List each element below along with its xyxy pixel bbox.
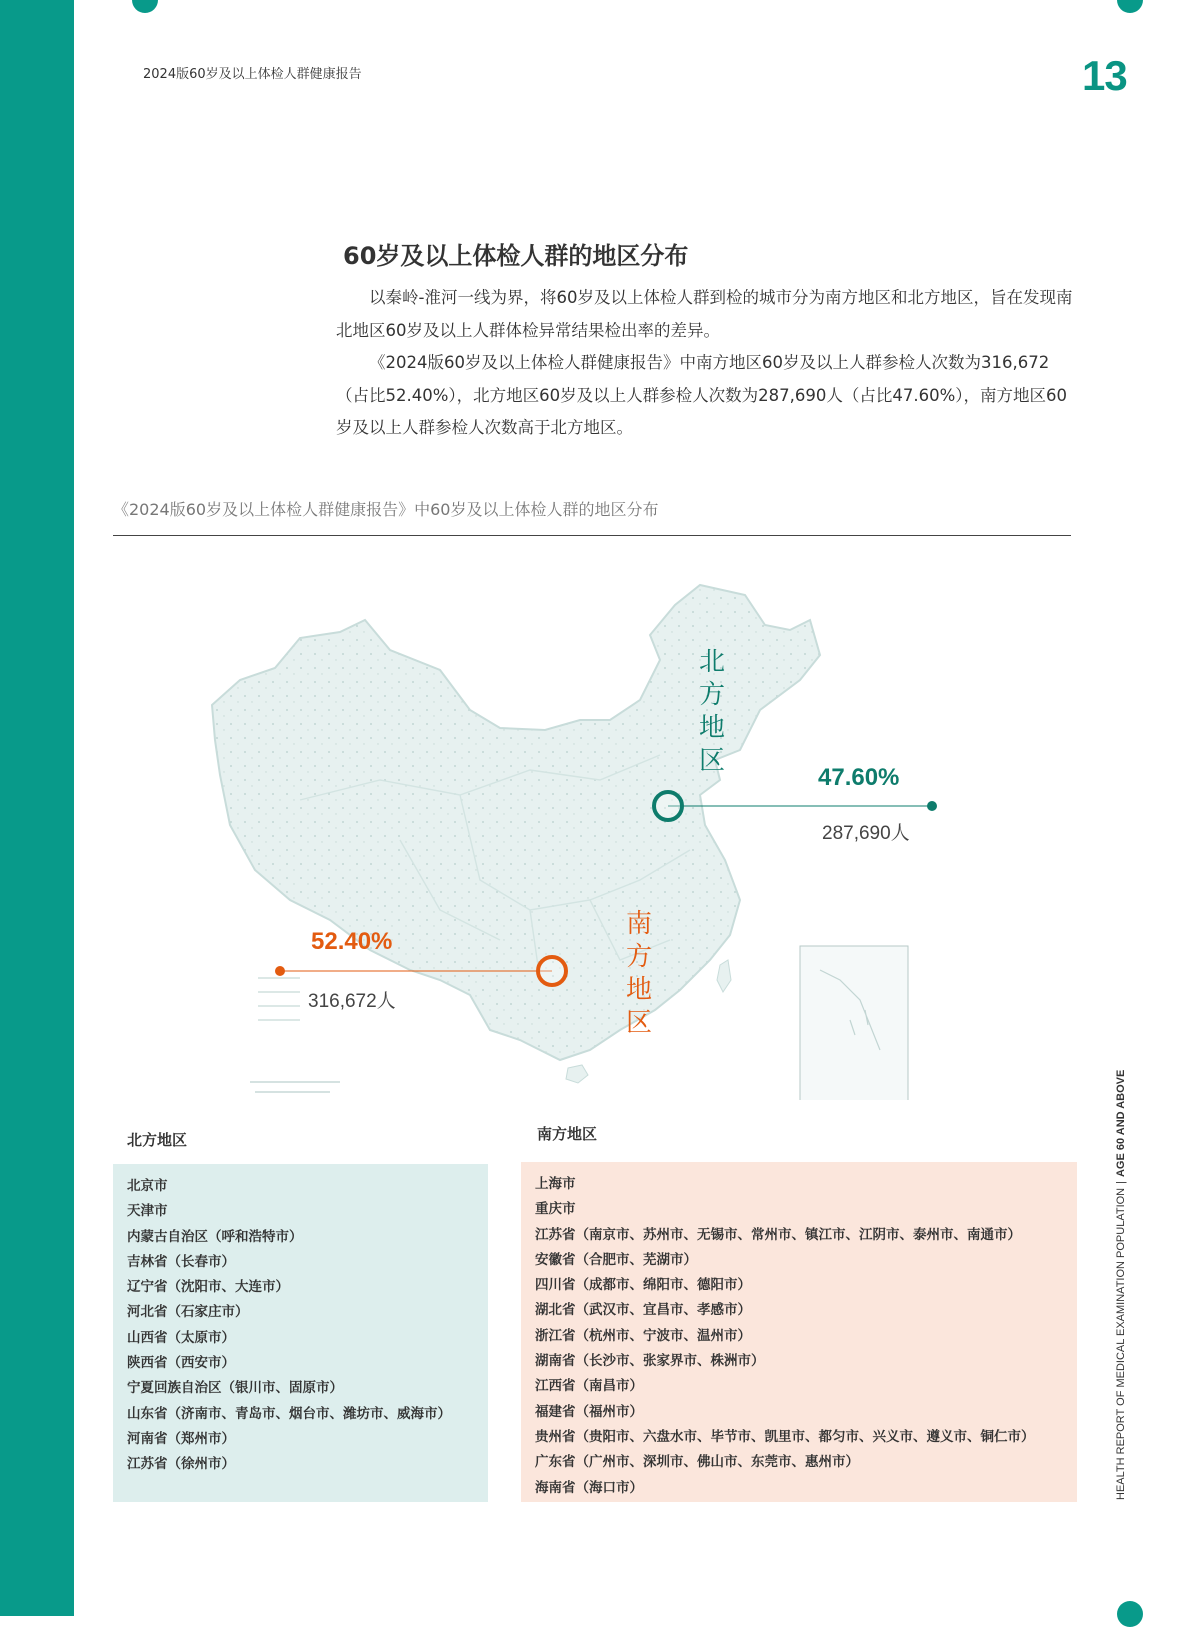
list-item: 河南省（郑州市） [127,1430,235,1447]
section-title: 60岁及以上体检人群的地区分布 [343,242,689,270]
list-item: 山东省（济南市、青岛市、烟台市、潍坊市、威海市） [127,1405,451,1422]
list-item: 四川省（成都市、绵阳市、德阳市） [535,1277,751,1294]
list-item: 江苏省（徐州市） [127,1456,235,1473]
list-item: 江苏省（南京市、苏州市、无锡市、常州市、镇江市、江阴市、泰州市、南通市） [535,1226,1021,1243]
side-caption-light: HEALTH REPORT OF MEDICAL EXAMINATION POPULATION [1115,1187,1127,1500]
list-item: 山西省（太原市） [127,1329,235,1346]
map-mainland-shape [212,585,820,1060]
south-list-title: 南方地区 [537,1125,598,1143]
list-item: 浙江省（杭州市、宁波市、温州市） [535,1327,751,1344]
north-marker-dot [927,801,937,811]
list-item: 重庆市 [535,1201,576,1218]
north-marker-ring [654,792,682,820]
south-city-list [521,1162,1077,1502]
map-approval-note [250,1082,340,1092]
body-text [336,282,1081,445]
body-paragraph: 以秦岭-淮河一线为界，将60岁及以上体检人群到检的城市分为南方地区和北方地区，旨在发现南北地区60岁及以上人群体检异常结果检出率的差异。 [336,288,1073,340]
south-marker-dot [275,966,285,976]
list-item: 江西省（南昌市） [535,1378,643,1395]
north-city-list [113,1164,488,1502]
taiwan-island [717,960,731,992]
corner-dot-top-right [1117,0,1143,13]
list-item: 河北省（石家庄市） [127,1304,249,1321]
body-paragraph: 《2024版60岁及以上体检人群健康报告》中南方地区60岁及以上人群参检人次数为316,672（占比52.40%），北方地区60岁及以上人群参检人次数为287,690人（占比47.60%），南方地区60岁及以上人群参检人次数高于北方地区。 [336,353,1068,437]
list-item: 辽宁省（沈阳市、大连市） [127,1279,289,1296]
page-number: 13 [1082,52,1127,99]
list-item: 内蒙古自治区（呼和浩特市） [127,1228,303,1245]
caption-divider [113,535,1071,536]
north-percent: 47.60% [818,764,900,791]
list-item: 湖南省（长沙市、张家界市、株洲市） [535,1353,765,1370]
side-caption-bold: AGE 60 AND ABOVE [1115,1069,1127,1178]
list-item: 海南省（海口市） [535,1479,643,1496]
side-caption-separator: | [1115,1181,1127,1184]
south-china-sea-inset [800,946,908,1100]
list-item: 湖北省（武汉市、宜昌市、孝感市） [535,1302,751,1319]
south-region-label: 南方地区 [625,909,652,1038]
list-item: 北京市 [127,1178,168,1194]
north-list-title: 北方地区 [127,1131,188,1149]
north-count: 287,690人 [822,823,910,844]
list-item: 上海市 [535,1176,576,1192]
list-item: 贵州省（贵阳市、六盘水市、毕节市、凯里市、都匀市、兴义市、遵义市、铜仁市） [535,1428,1035,1445]
list-item: 天津市 [127,1203,168,1220]
list-item: 福建省（福州市） [535,1403,643,1420]
corner-dot-top-left [132,0,158,13]
map-legend [258,978,300,1020]
figure-caption: 《2024版60岁及以上体检人群健康报告》中60岁及以上体检人群的地区分布 [113,500,659,519]
list-item: 安徽省（合肥市、芜湖市） [535,1251,697,1268]
south-percent: 52.40% [311,928,393,955]
running-header: 2024版60岁及以上体检人群健康报告 [143,67,362,82]
corner-dot-bottom-right [1117,1601,1143,1627]
list-item: 宁夏回族自治区（银川市、固原市） [127,1380,343,1397]
list-item: 吉林省（长春市） [127,1253,235,1270]
list-item: 陕西省（西安市） [127,1355,235,1372]
vertical-side-caption [1115,1070,1127,1500]
south-count: 316,672人 [308,991,396,1012]
left-accent-bar [0,0,74,1616]
south-marker-ring [538,957,566,985]
list-item: 广东省（广州市、深圳市、佛山市、东莞市、惠州市） [535,1454,859,1471]
north-region-label: 北方地区 [698,647,725,776]
hainan-island [566,1065,588,1083]
